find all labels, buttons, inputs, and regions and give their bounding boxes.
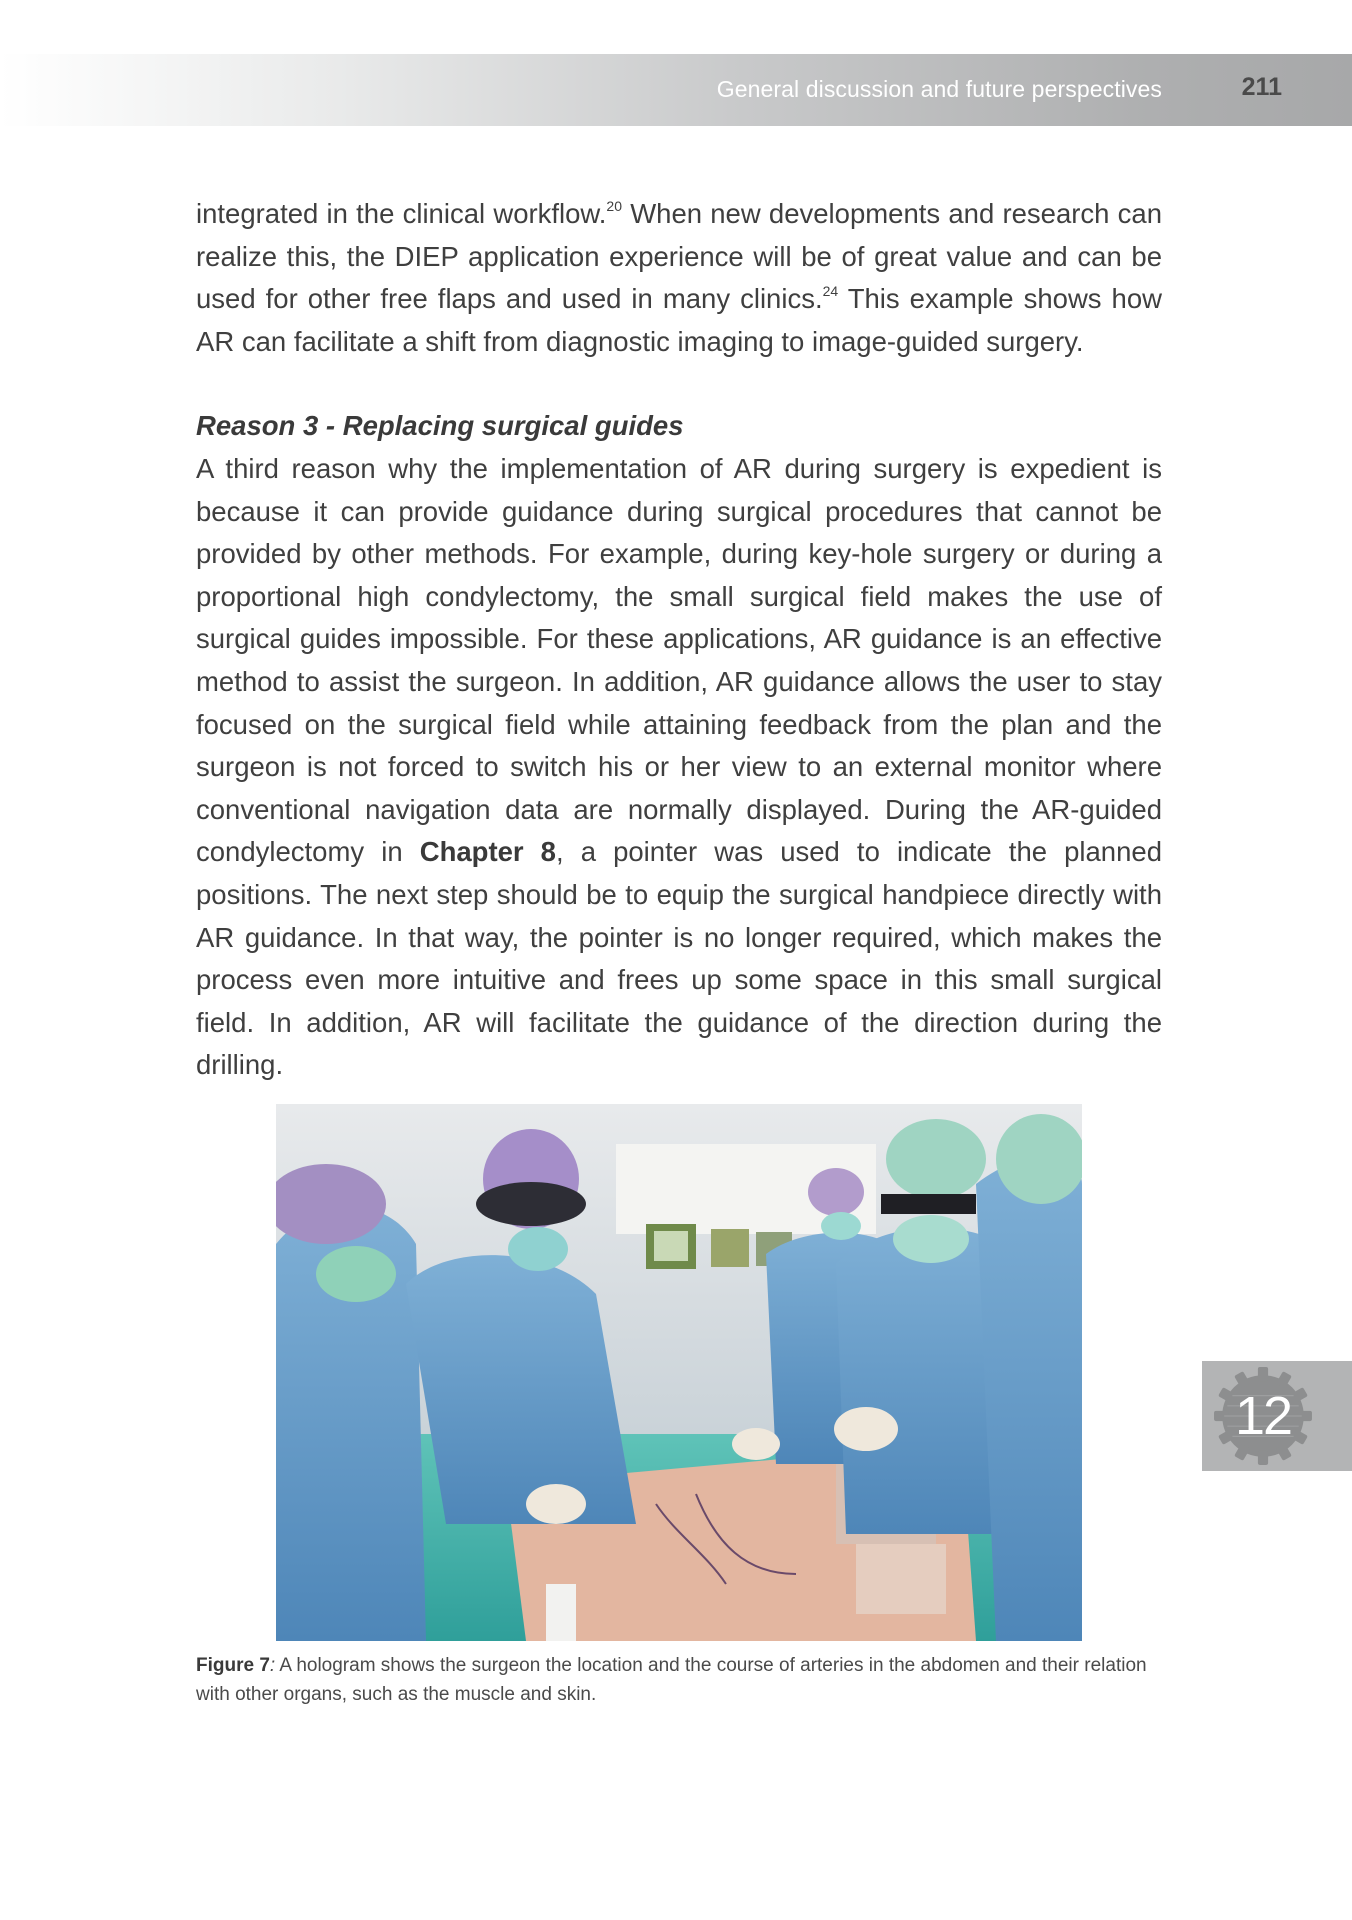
paragraph — [196, 193, 1162, 363]
paragraph — [196, 448, 1162, 1087]
figure-label-separator: : — [269, 1655, 276, 1676]
text-run: This example shows how AR can facilitate a shift from diagnostic imaging to image-guided surgery. — [196, 283, 1163, 357]
chapter-reference: Chapter 8 — [419, 836, 556, 868]
figure-caption — [196, 1651, 1162, 1709]
section-heading: Reason 3 - Replacing surgical guides — [196, 410, 684, 442]
chapter-thumb-tab — [1202, 1361, 1352, 1471]
text-run: A third reason why the implementation of AR during surgery is expedient is because it can provide guidance during surgical procedures that cannot be provided by other methods. For example, during key-hole surgery or during a proportional high condylectomy, the small surgical field makes the use of surgical guides impossible. For these applications, AR guidance is an effective method to assist the surgeon. In addition, AR guidance allows the user to stay focused on the surgical field while attaining feedback from the plan and the surgeon is not forced to switch his or her view to an external monitor where conventional navigation data are normally displayed. During the AR-guided condylectomy in — [196, 452, 1162, 868]
text-run: , a pointer was used to indicate the planned positions. The next step should be to equip the surgical handpiece directly with AR guidance. In that way, the pointer is no longer required, which makes the process even more intuitive and frees up some space in this small surgical field. In addition, AR will facilitate the guidance of the direction during the drilling. — [196, 836, 1162, 1081]
main-text — [196, 193, 1162, 1087]
running-title: General discussion and future perspectives — [716, 76, 1162, 102]
text-run: When new developments and research can realize this, the DIEP application experience will be of great value and can be used for other free flaps and used in many clinics. — [196, 198, 1162, 315]
reference-superscript: 20 — [606, 198, 622, 214]
figure-caption-text: A hologram shows the surgeon the location and the course of arteries in the abdomen and their relation with other organs, such as the muscle and skin. — [196, 1655, 1147, 1705]
page-number: 211 — [1241, 73, 1282, 101]
reference-superscript: 24 — [822, 283, 839, 300]
chapter-number: 12 — [1234, 1386, 1292, 1446]
running-header — [0, 54, 1352, 126]
text-run: integrated in the clinical workflow. — [196, 198, 607, 229]
figure-photo — [276, 1104, 1082, 1641]
figure-label: Figure 7 — [196, 1655, 270, 1676]
